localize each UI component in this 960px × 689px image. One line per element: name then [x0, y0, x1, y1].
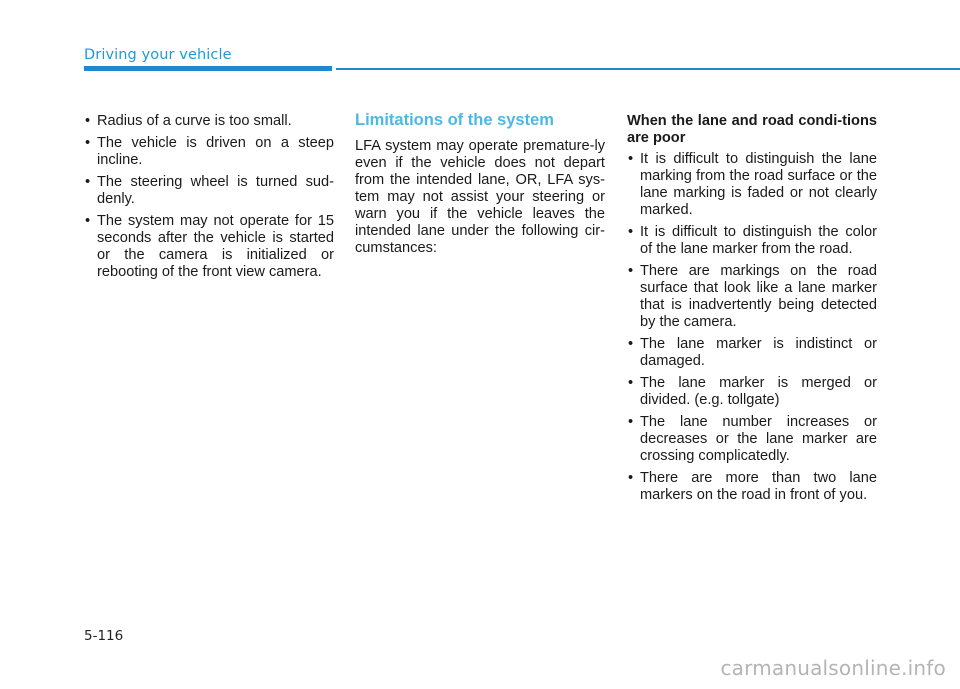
list-item: • The lane marker is indistinct or damaged.: [627, 336, 877, 370]
sub-heading: When the lane and road condi-tions are poor: [627, 113, 877, 146]
page-number: 5-116: [84, 628, 124, 644]
list-item: • The lane marker is merged or divided. (e.g. tollgate): [627, 375, 877, 409]
section-paragraph: LFA system may operate premature-ly even if the vehicle does not depart from the intended lane, OR, LFA sys-tem may not assist your steering or warn you if the vehicle leaves the intended lane under the following cir-cumstances:: [355, 138, 605, 256]
header-rule-thin: [336, 68, 960, 70]
list-item: • There are markings on the road surface that look like a lane marker that is inadvertently being detected by the camera.: [627, 263, 877, 331]
lane-conditions-list: [627, 151, 877, 504]
section-heading: Limitations of the system: [355, 111, 554, 129]
list-item: • It is difficult to distinguish the color of the lane marker from the road.: [627, 224, 877, 258]
list-item: • The steering wheel is turned sud-denly.: [84, 174, 334, 208]
conditions-list: [84, 113, 334, 281]
header-rule-thick: [84, 66, 332, 71]
list-item: • It is difficult to distinguish the lane marking from the road surface or the lane marking is faded or not clearly marked.: [627, 151, 877, 219]
list-item: • The system may not operate for 15 seconds after the vehicle is started or the camera is initialized or rebooting of the front view camera.: [84, 213, 334, 281]
header-title: Driving your vehicle: [84, 47, 232, 63]
column-1: [84, 113, 334, 286]
column-2: [355, 113, 605, 257]
list-item: • The lane number increases or decreases or the lane marker are crossing complicatedly.: [627, 414, 877, 465]
column-3: [627, 113, 877, 509]
watermark: carmanualsonline.info: [720, 656, 946, 680]
list-item: • There are more than two lane markers on the road in front of you.: [627, 470, 877, 504]
list-item: • The vehicle is driven on a steep incline.: [84, 135, 334, 169]
list-item: • Radius of a curve is too small.: [84, 113, 334, 130]
